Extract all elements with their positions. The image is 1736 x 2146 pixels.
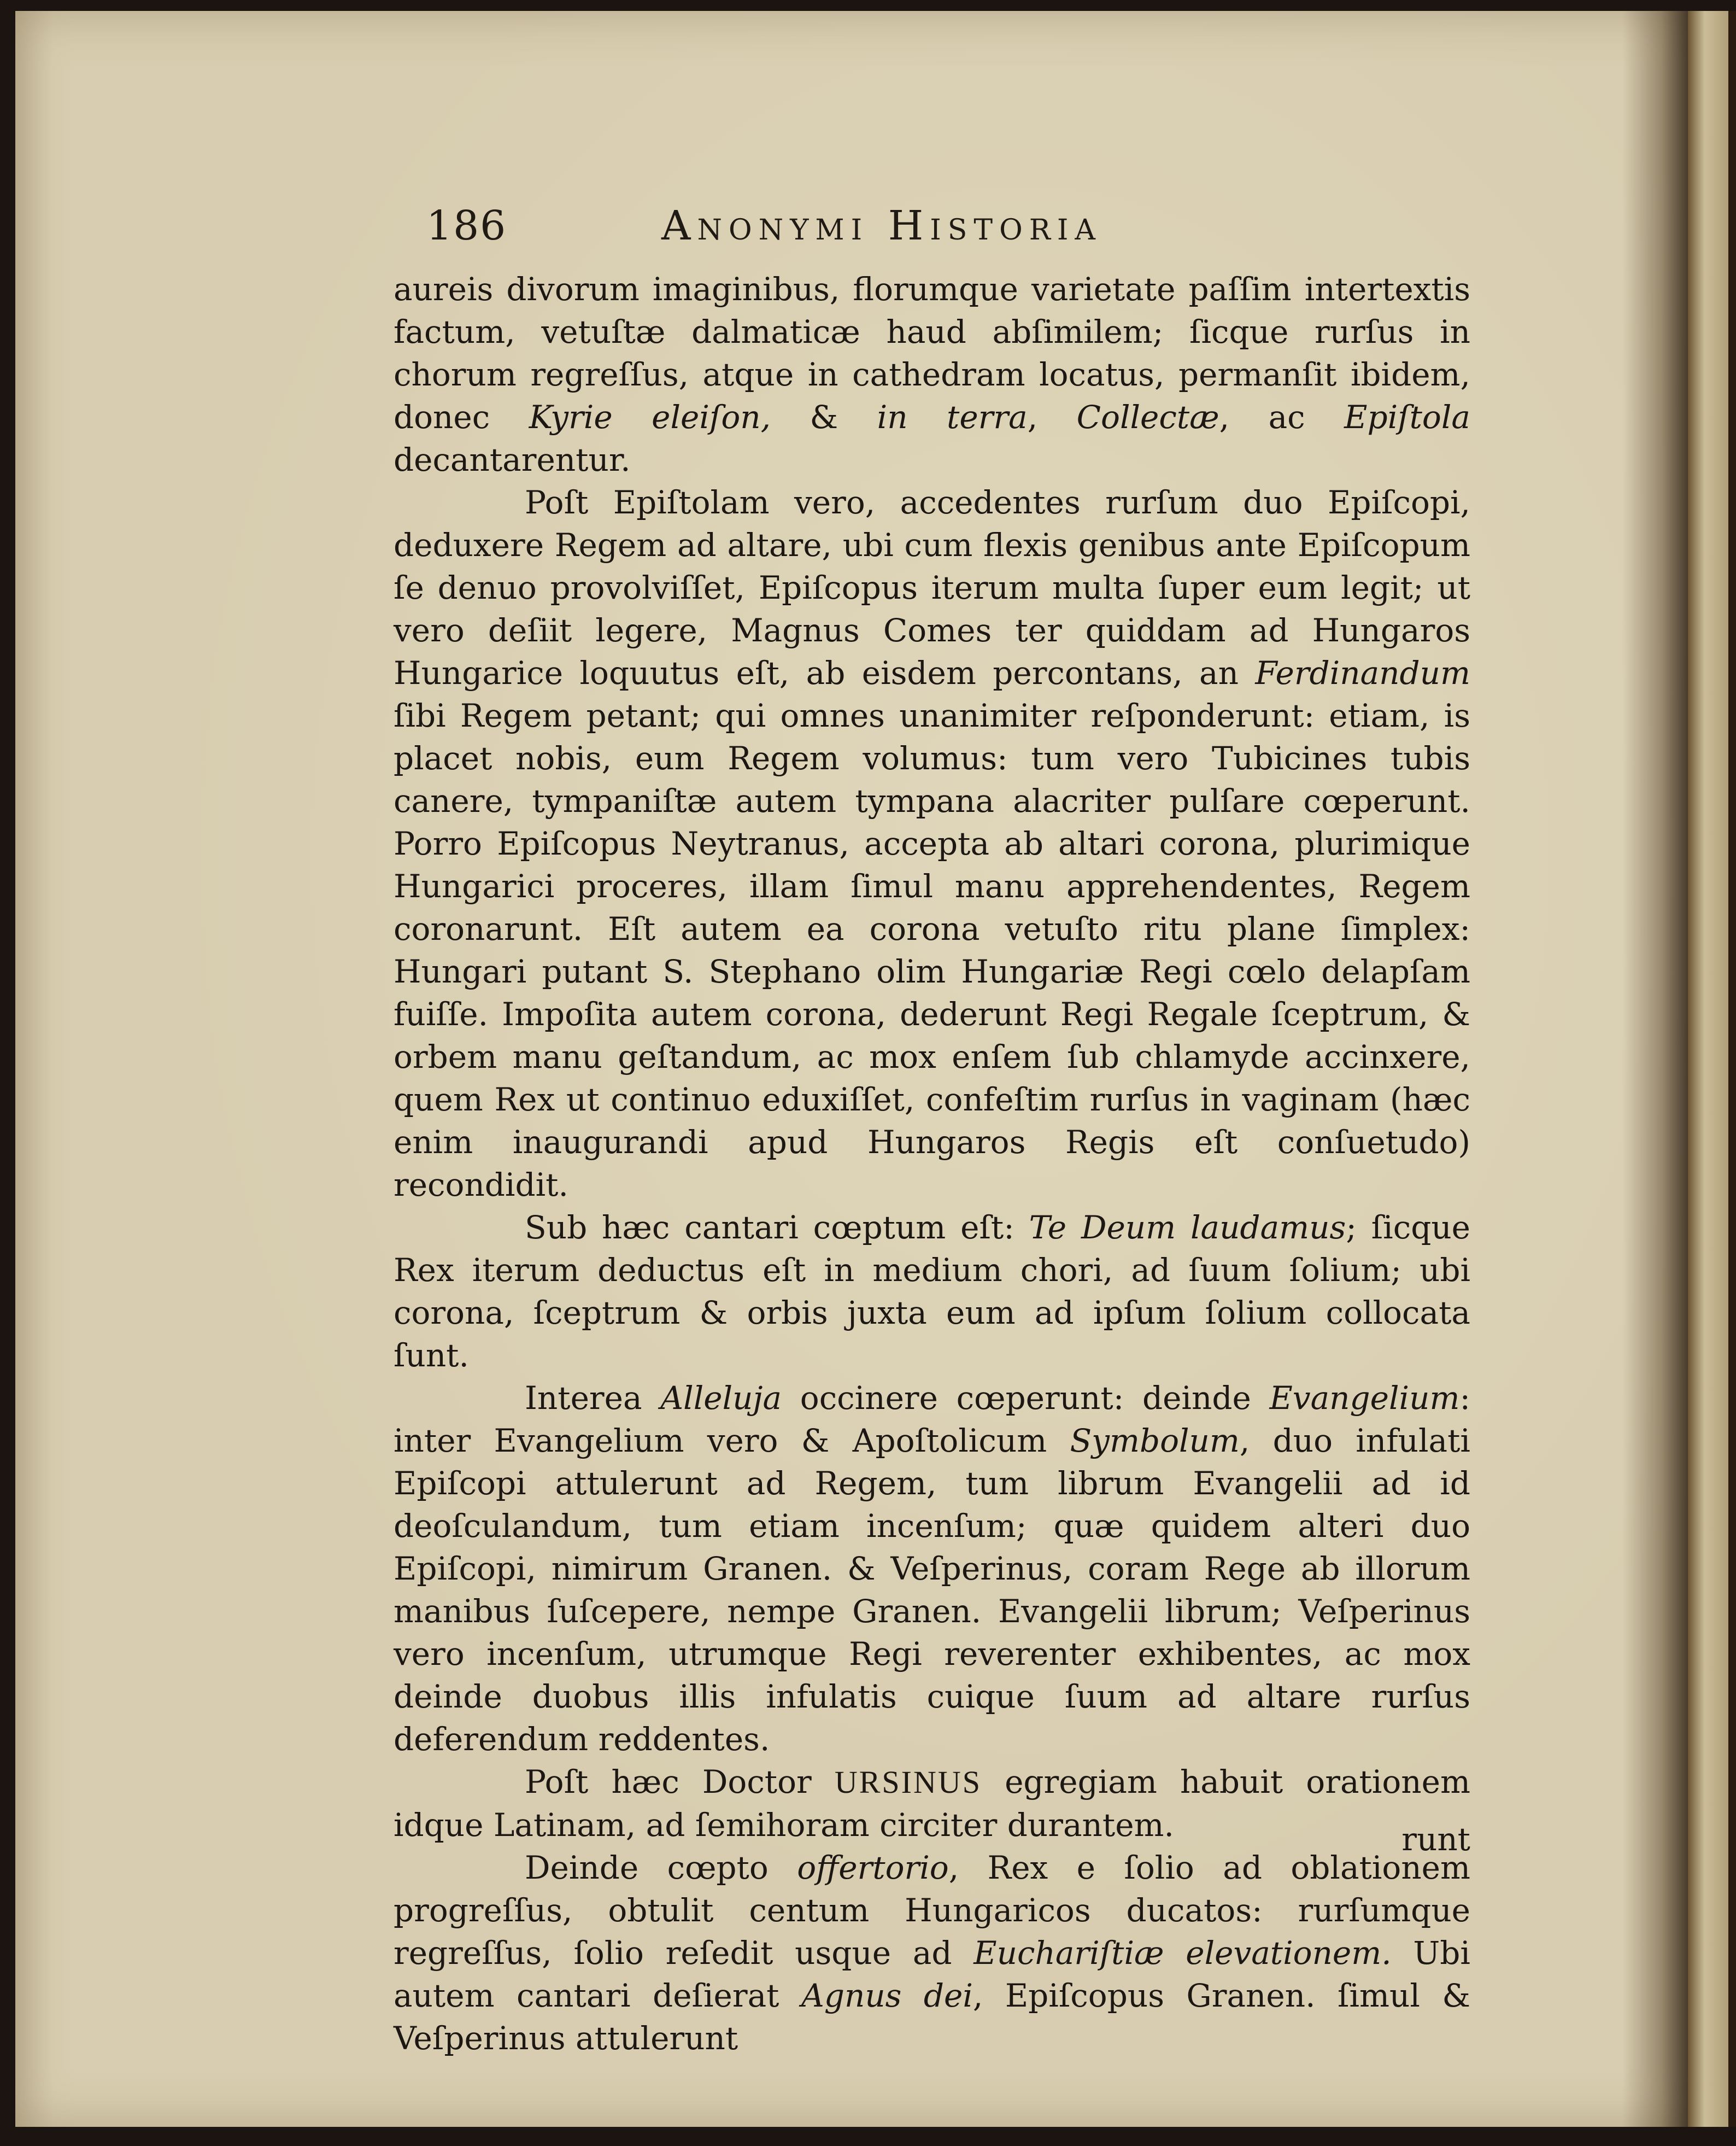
page-header: [426, 202, 1465, 262]
italic-offertorio: offertorio: [797, 1849, 949, 1886]
paragraph-6: Deinde cœpto offertorio, Rex e ſolio ad oblationem progreſſus, obtulit centum Hungaricos ducatos: rurſumque regreſſus, ſolio reſedit usque ad Euchariſtiæ elevationem. Ubi autem cantari deſierat Agnus dei, Epiſcopus Granen. ſimul & Veſperinus attulerunt: [394, 1849, 1471, 2057]
paragraph-3: Sub hæc cantari cœptum eſt: Te Deum laudamus; ſicque Rex iterum deductus eſt in medium chori, ad ſuum ſolium; ubi corona, ſceptrum & orbis juxta eum ad ipſum ſolium collocata ſunt.: [394, 1209, 1471, 1374]
page-gutter-shadow: [1622, 11, 1688, 2127]
facing-page-edge: [1688, 11, 1736, 2127]
italic-symbolum: Symbolum: [1070, 1422, 1240, 1459]
paragraph-5: Poſt hæc Doctor URSINUS egregiam habuit orationem idque Latinam, ad ſemihoram circiter durantem.: [394, 1763, 1470, 1844]
catchword: runt: [1401, 1821, 1470, 1858]
italic-evangelium: Evangelium: [1269, 1379, 1460, 1417]
italic-epistola: Epiſtola: [1344, 399, 1470, 436]
italic-in-terra: in terra: [877, 399, 1028, 436]
name-ursinus: URSINUS: [834, 1764, 982, 1800]
italic-elevationem: Euchariſtiæ elevationem.: [973, 1934, 1392, 1972]
italic-ferdinandum: Ferdinandum: [1255, 654, 1470, 692]
italic-alleluja: Alleluja: [660, 1379, 782, 1417]
running-title: Anonymi Historia: [661, 202, 1102, 249]
main-text: [394, 268, 1470, 2060]
paragraph-4: Interea Alleluja occinere cœperunt: deinde Evangelium: inter Evangelium vero & Apoſtolicum Symbolum, duo infulati Epiſcopi attulerunt ad Regem, tum librum Evangelii ad id deoſculandum, tum etiam incenſum; quæ quidem alteri duo Epiſcopi, nimirum Granen. & Veſperinus, coram Rege ab illorum manibus ſuſcepere, nempe Granen. Evangelii librum; Veſperinus vero incenſum, utrumque Regi reverenter exhibentes, ac mox deinde duobus illis infulatis cuique ſuum ad altare rurſus deferendum reddentes.: [394, 1379, 1470, 1758]
italic-te-deum: Te Deum laudamus: [1029, 1209, 1346, 1246]
page-number: 186: [426, 202, 507, 249]
italic-kyrie: Kyrie eleiſon,: [529, 399, 771, 436]
binding-edge: [1728, 11, 1736, 2127]
paragraph-1: aureis divorum imaginibus, florumque varietate paſſim intertextis factum, vetuſtæ dalmaticæ haud abſimilem; ſicque rurſus in chorum regreſſus, atque in cathedram locatus, permanſit ibidem, donec Kyrie eleiſon, & in terra, Collectæ, ac Epiſtola decantarentur.: [394, 271, 1470, 478]
paragraph-2: Poſt Epiſtolam vero, accedentes rurſum duo Epiſcopi, deduxere Regem ad altare, ubi cum flexis genibus ante Epiſcopum ſe denuo provolviſſet, Epiſcopus iterum multa ſuper eum legit; ut vero deſiit legere, Magnus Comes ter quiddam ad Hungaros Hungarice loquutus eſt, ab eisdem percontans, an Ferdinandum ſibi Regem petant; qui omnes unanimiter reſponderunt: etiam, is placet nobis, eum Regem volumus: tum vero Tubicines tubis canere, tympaniſtæ autem tympana alacriter pulſare cœperunt. Porro Epiſcopus Neytranus, accepta ab altari corona, plurimique Hungarici proceres, illam ſimul manu apprehendentes, Regem coronarunt. Eſt autem ea corona vetuſto ritu plane ſimplex: Hungari putant S. Stephano olim Hungariæ Regi cœlo delapſam fuiſſe. Impoſita autem corona, dederunt Regi Regale ſceptrum, & orbem manu geſtandum, ac mox enſem ſub chlamyde accinxere, quem Rex ut continuo eduxiſſet, confeſtim rurſus in vaginam (hæc enim inaugurandi apud Hungaros Regis eſt conſuetudo) recondidit.: [394, 484, 1470, 1203]
italic-collectae: Collectæ: [1076, 399, 1219, 436]
italic-agnus-dei: Agnus dei: [801, 1977, 973, 2014]
